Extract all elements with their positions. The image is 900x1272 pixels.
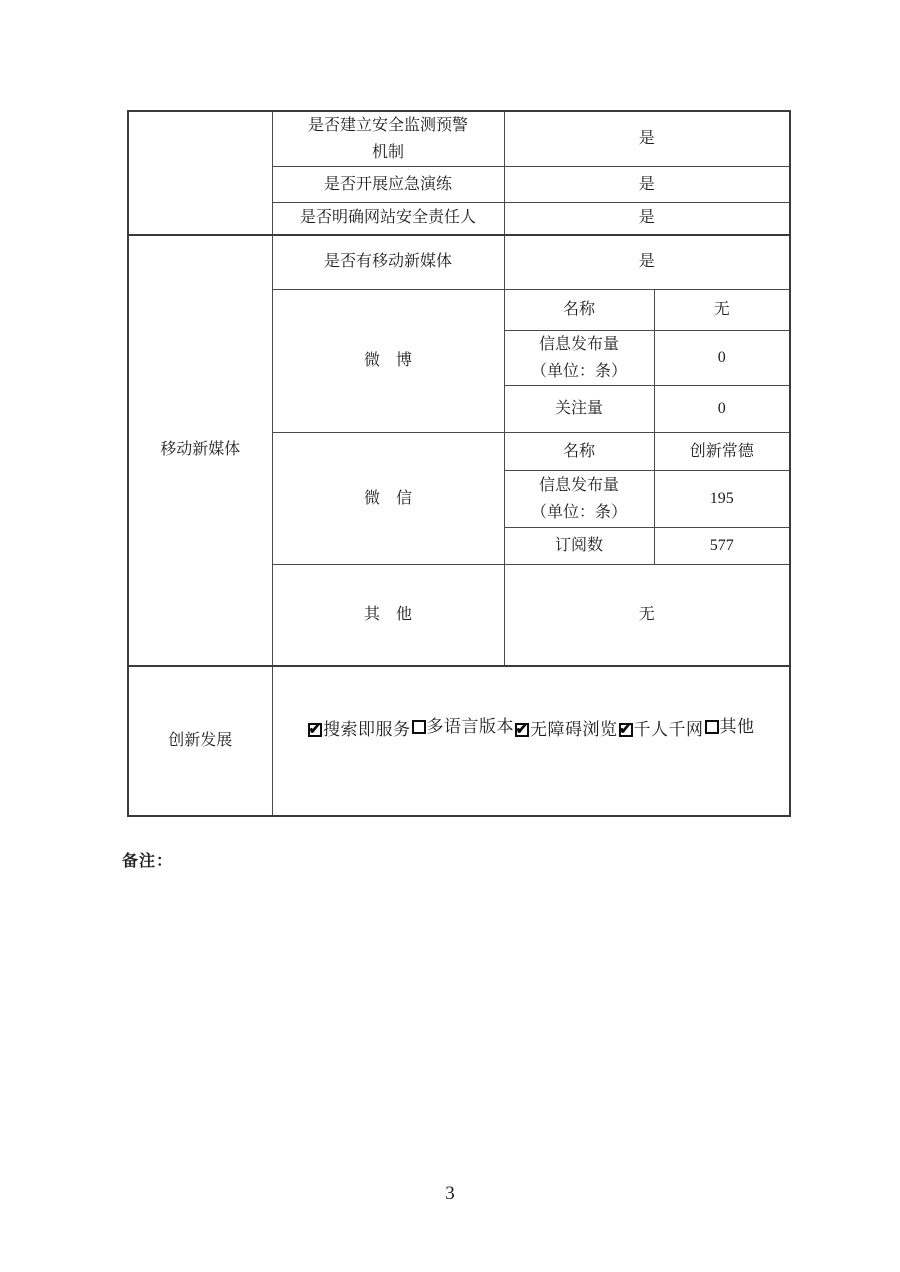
checkbox-checked-icon[interactable]: ✔	[515, 721, 529, 738]
field-value-cell: 577	[654, 528, 790, 565]
report-table-container	[127, 110, 791, 817]
group-cell-empty	[128, 111, 272, 235]
field-value-cell: 0	[654, 331, 790, 386]
wechat-label-cell: 微 信	[272, 433, 504, 565]
question-cell: 是否有移动新媒体	[272, 235, 504, 290]
checkbox-checked-icon[interactable]: ✔	[308, 721, 322, 738]
innovation-option	[411, 714, 515, 740]
answer-cell: 是	[504, 111, 790, 167]
innovation-option-label: 搜索即服务	[323, 720, 411, 740]
question-cell	[272, 111, 504, 167]
field-name-text: 信息发布量	[538, 336, 619, 353]
answer-cell: 是	[504, 203, 790, 235]
answer-cell: 是	[504, 235, 790, 290]
field-value-cell: 无	[654, 290, 790, 331]
group-cell-mobile-media: 移动新媒体	[128, 235, 272, 666]
innovation-option-label: 千人千网	[633, 720, 704, 740]
field-value-cell: 195	[654, 471, 790, 528]
page-number: 3	[445, 1183, 455, 1204]
question-cell: 是否明确网站安全责任人	[272, 203, 504, 235]
group-cell-innovation: 创新发展	[128, 666, 272, 816]
notes-label: 备注：	[122, 853, 174, 870]
field-name-text-line2: （单位：条）	[530, 504, 627, 521]
field-name-text: 信息发布量	[538, 477, 619, 494]
field-name-cell: 订阅数	[504, 528, 654, 565]
checkbox-unchecked-icon[interactable]	[412, 720, 426, 734]
checkbox-checked-icon[interactable]: ✔	[618, 721, 633, 738]
innovation-option-label: 无障碍浏览	[530, 720, 618, 740]
answer-cell: 是	[504, 167, 790, 203]
innovation-option	[618, 717, 704, 743]
other-label-cell: 其 他	[272, 565, 504, 666]
innovation-option-label: 其他	[719, 716, 755, 736]
annual-report-table	[127, 110, 791, 817]
field-value-cell: 创新常德	[654, 433, 790, 471]
other-value-cell: 无	[504, 565, 790, 666]
checkbox-unchecked-icon[interactable]	[705, 720, 719, 734]
question-text-line2: 机制	[371, 144, 404, 161]
field-value-cell: 0	[654, 386, 790, 433]
field-name-cell: 关注量	[504, 386, 654, 433]
weibo-label-cell: 微 博	[272, 290, 504, 433]
table-row	[128, 235, 790, 290]
field-name-cell	[504, 471, 654, 528]
innovation-option	[514, 717, 618, 743]
innovation-options-cell	[272, 666, 790, 816]
innovation-option-label: 多语言版本	[426, 716, 514, 736]
field-name-cell: 名称	[504, 433, 654, 471]
question-text: 是否建立安全监测预警	[307, 117, 468, 134]
innovation-option	[704, 714, 755, 740]
field-name-text-line2: （单位：条）	[530, 363, 627, 380]
field-name-cell	[504, 331, 654, 386]
question-cell: 是否开展应急演练	[272, 167, 504, 203]
innovation-options-line	[277, 714, 786, 744]
field-name-cell: 名称	[504, 290, 654, 331]
table-row	[128, 111, 790, 167]
table-row	[128, 666, 790, 816]
innovation-option	[307, 717, 411, 743]
